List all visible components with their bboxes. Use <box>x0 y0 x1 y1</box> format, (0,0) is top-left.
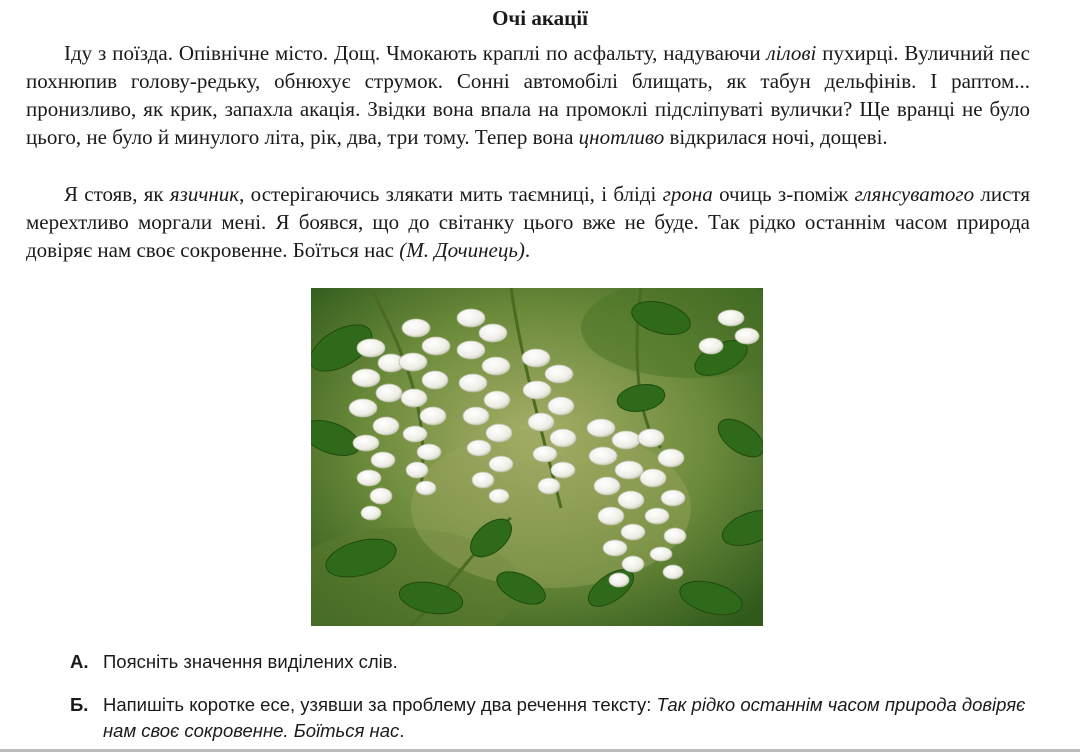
task-b-end: . <box>399 720 405 741</box>
acacia-photo <box>311 288 763 626</box>
paragraph-1-text: відкрилася ночі, дощеві. <box>664 125 888 149</box>
highlighted-word-lilovi: лілові <box>766 41 817 65</box>
highlighted-word-tsnotlyvo: цнотливо <box>578 125 665 149</box>
paragraph-2 <box>26 180 1030 264</box>
page-title: Очі акації <box>492 6 588 30</box>
paragraph-2-text: очиць з-поміж <box>712 182 855 206</box>
task-letter: А. <box>70 651 89 672</box>
task-letter: Б. <box>70 694 89 715</box>
paragraph-2-text: Я стояв, як <box>64 182 170 206</box>
task-a-text: Поясніть значення виділених слів. <box>103 651 398 672</box>
task-b-quote: Так рідко останнім часом природа довіряє нам своє сокровенне. Боїться нас <box>103 694 1026 741</box>
highlighted-word-yazychnyk: язичник <box>169 182 240 206</box>
paragraph-2-end: . <box>524 238 531 262</box>
task-a <box>70 649 1030 675</box>
paragraph-1-text: Іду з поїзда. Опівнічне місто. Дощ. Чмокають краплі по асфальту, надуваючи <box>64 41 767 65</box>
acacia-blossom-illustration <box>311 288 763 626</box>
author-citation: (М. Дочинець) <box>399 238 525 262</box>
highlighted-word-hliansuvatoho: глянсуватого <box>854 182 975 206</box>
task-b <box>70 692 1030 744</box>
paragraph-2-text: , остерігаючись злякати мить таємниці, і бліді <box>239 182 663 206</box>
task-b-text: Напишіть коротке есе, узявши за проблему два речення тексту: <box>103 694 657 715</box>
paragraph-1 <box>26 39 1030 151</box>
paragraph-2-text: листя мерехтливо моргали мені. Я боявся, що до світанку цього вже не буде. Так рідко останнім часом природа довіряє нам своє сокровенне. Боїться нас <box>26 182 1030 262</box>
paragraph-1-text: пухирці. Вуличний пес похнюпив голову-редьку, обнюхує струмок. Сонні автомобілі блищать, як табун дельфінів. І раптом... пронизливо, як крик, запахла акація. Звідки вона впала на промоклі підсліпуваті вулички? Ще вранці не було цього, не було й минулого літа, рік, два, три тому. Тепер вона <box>26 41 1030 149</box>
highlighted-word-grona: грона <box>662 182 713 206</box>
